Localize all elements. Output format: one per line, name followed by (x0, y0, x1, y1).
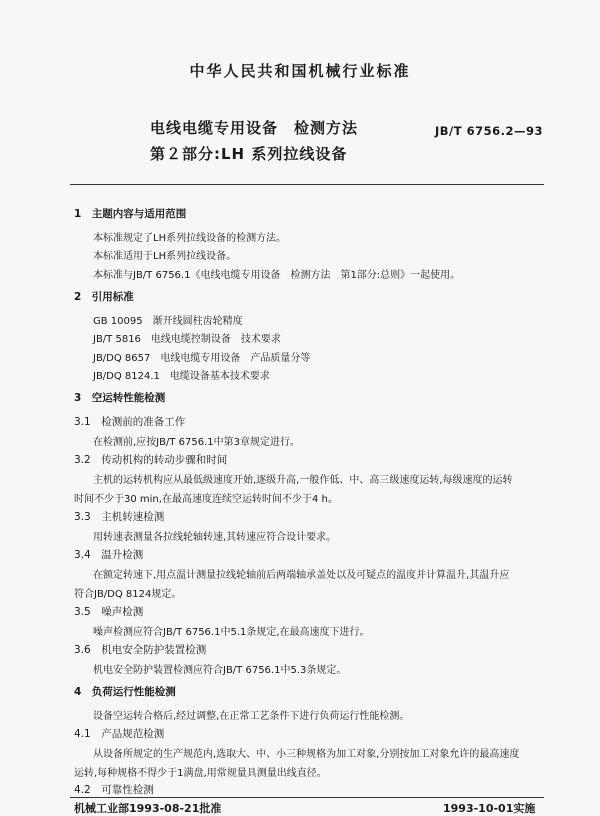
paragraph: 设备空运转合格后,经过调整,在正常工艺条件下进行负荷运行性能检测。 (93, 711, 410, 722)
document-title-line1: 电线电缆专用设备 检测方法 (150, 119, 359, 137)
subsection-heading: 3.4 温升检测 (74, 549, 144, 561)
section-1-paragraph: 本标准适用于LH系列拉线设备。 (93, 251, 237, 262)
paragraph: 在额定转速下,用点温计测量拉线轮轴前后两端轴承盖处以及可疑点的温度并计算温升,其温升应 (93, 570, 510, 581)
standard-number: JB/T 6756.2—93 (435, 124, 543, 138)
paragraph: 时间不少于30 min,在最高速度连续空运转时间不少于4 h。 (74, 494, 338, 505)
approval-date: 机械工业部1993-08-21批准 (74, 802, 222, 815)
section-1-heading: 1 主题内容与适用范围 (74, 208, 187, 220)
section-1-paragraph: 本标准规定了LH系列拉线设备的检测方法。 (93, 233, 287, 244)
section-4-heading: 4 负荷运行性能检测 (74, 686, 176, 698)
reference-item: JB/DQ 8657 电线电缆专用设备 产品质量分等 (93, 353, 311, 364)
subsection-heading: 3.1 检测前的准备工作 (74, 416, 186, 428)
paragraph: 在检测前,应按JB/T 6756.1中第3章规定进行。 (93, 437, 300, 448)
section-2-heading: 2 引用标准 (74, 291, 134, 303)
paragraph: 符合JB/DQ 8124规定。 (74, 589, 182, 600)
reference-item: JB/T 5816 电线电缆控制设备 技术要求 (93, 334, 281, 345)
standard-title: 中华人民共和国机械行业标准 (189, 62, 411, 80)
paragraph: 主机的运转机构应从最低级速度开始,逐级升高,一般作低、中、高三级速度运转,每级速度的运转 (93, 475, 513, 486)
header-rule (70, 184, 544, 185)
subsection-heading: 3.2 传动机构的转动步骤和时间 (74, 454, 228, 466)
paragraph: 机电安全防护装置检测应符合JB/T 6756.1中5.3条规定。 (93, 665, 347, 676)
reference-item: GB 10095 渐开线圆柱齿轮精度 (93, 316, 243, 327)
reference-item: JB/DQ 8124.1 电缆设备基本技术要求 (93, 371, 270, 382)
footer-rule (70, 797, 544, 798)
paragraph: 从设备所规定的生产规范内,选取大、中、小三种规格为加工对象,分别按加工对象允许的最高速度 (93, 749, 520, 760)
section-3-heading: 3 空运转性能检测 (74, 392, 166, 404)
subsection-heading: 3.3 主机转速检测 (74, 511, 165, 523)
subsection-heading: 4.2 可靠性检测 (74, 784, 154, 796)
section-1-paragraph: 本标准与JB/T 6756.1《电线电缆专用设备 检测方法 第1部分:总则》一起使用。 (93, 270, 461, 281)
document-title-line2: 第２部分:LH 系列拉线设备 (150, 145, 348, 163)
paragraph: 噪声检测应符合JB/T 6756.1中5.1条规定,在最高速度下进行。 (93, 627, 370, 638)
subsection-heading: 3.6 机电安全防护装置检测 (74, 644, 207, 656)
subsection-heading: 3.5 噪声检测 (74, 606, 144, 618)
paragraph: 用转速表测量各拉线轮轴转速,其转速应符合设计要求。 (93, 532, 337, 543)
paragraph: 运转,每种规格不得少于1满盘,用常规量具测量出线直径。 (74, 768, 327, 779)
implementation-date: 1993-10-01实施 (443, 802, 536, 815)
subsection-heading: 4.1 产品规范检测 (74, 728, 165, 740)
